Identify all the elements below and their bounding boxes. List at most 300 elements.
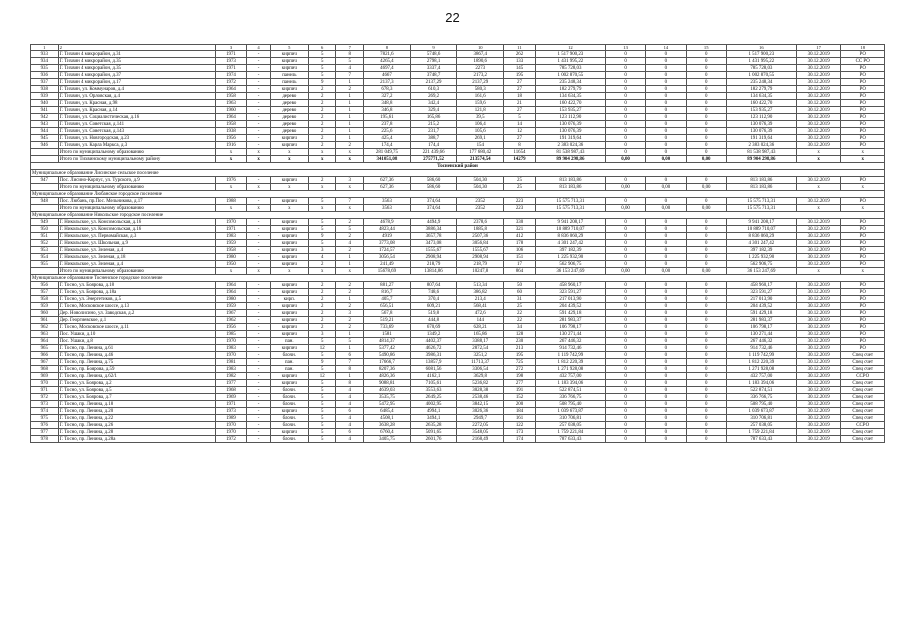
table-cell: 0 xyxy=(686,380,726,387)
table-cell: 2 xyxy=(336,219,364,226)
column-number-cell: 11 xyxy=(504,45,536,51)
table-cell: 0 xyxy=(686,345,726,352)
table-cell: 231,7 xyxy=(410,128,457,135)
table-cell: 968 xyxy=(31,366,59,373)
table-cell: 225,6 xyxy=(364,128,411,135)
table-cell: 30.12.2019 xyxy=(796,303,841,310)
table-cell: 5 xyxy=(308,226,336,233)
table-cell: 2173,2 xyxy=(457,72,504,79)
table-cell: 0 xyxy=(605,135,645,142)
table-cell: 3548,05 xyxy=(457,429,504,436)
table-cell: 8 836 060,29 xyxy=(535,233,605,240)
table-cell: 5 xyxy=(308,51,336,58)
table-cell: 2168,49 xyxy=(457,436,504,443)
table-cell: x xyxy=(247,205,270,212)
table-cell: 0 xyxy=(646,93,686,100)
table-cell: - xyxy=(247,128,270,135)
table-cell: 0 xyxy=(646,303,686,310)
table-cell: пан. xyxy=(270,366,308,373)
table-cell: 943 xyxy=(31,121,59,128)
table-cell: 8 xyxy=(336,366,364,373)
table-cell: x xyxy=(336,156,364,163)
table-cell: 586,60 xyxy=(410,177,457,184)
table-cell: 184 xyxy=(504,408,536,415)
table-cell: дерево xyxy=(270,93,308,100)
table-cell: РО xyxy=(841,310,885,317)
table-cell: 182 279,79 xyxy=(726,86,796,93)
table-cell: 2635,28 xyxy=(410,422,457,429)
table-cell: - xyxy=(247,359,270,366)
table-cell: 0 xyxy=(646,422,686,429)
table-cell: 123 112,90 xyxy=(726,114,796,121)
table-cell: 2908,94 xyxy=(457,254,504,261)
table-cell: 0 xyxy=(646,58,686,65)
table-cell: 281 983,37 xyxy=(535,317,605,324)
table-cell: 4 xyxy=(336,401,364,408)
table-cell: x xyxy=(247,184,270,191)
table-cell: 0 xyxy=(686,100,726,107)
table-cell: 0 xyxy=(605,254,645,261)
table-cell: - xyxy=(247,93,270,100)
table-cell: 22 xyxy=(504,310,536,317)
table-cell: 4 xyxy=(336,240,364,247)
table-cell: 0 xyxy=(646,51,686,58)
table-cell: 2378,6 xyxy=(457,219,504,226)
table-cell: 218,79 xyxy=(457,261,504,268)
table-cell: кирпич xyxy=(270,380,308,387)
table-cell: 0 xyxy=(605,51,645,58)
table-cell: 5490,86 xyxy=(364,352,411,359)
table-cell: 27 xyxy=(504,135,536,142)
table-cell: 432 757,00 xyxy=(535,373,605,380)
table-cell: 204 439,52 xyxy=(535,303,605,310)
table-cell: 13814,86 xyxy=(410,268,457,275)
table-cell: x xyxy=(270,149,308,156)
table-cell: - xyxy=(247,254,270,261)
table-cell: 458 960,17 xyxy=(535,282,605,289)
table-cell: 942 xyxy=(31,114,59,121)
table-cell: 0 xyxy=(646,436,686,443)
table-cell: 0 xyxy=(686,324,726,331)
table-cell: 813 183,86 xyxy=(726,177,796,184)
address-cell: Пос. Лисино-Корпус, ул. Турского, д.9 xyxy=(58,177,215,184)
table-cell: 1916 xyxy=(215,142,247,149)
table-cell: - xyxy=(247,289,270,296)
table-cell: РО xyxy=(841,296,885,303)
table-cell: 397 182,39 xyxy=(535,247,605,254)
table-cell: 0 xyxy=(605,401,645,408)
table-cell: - xyxy=(247,429,270,436)
table-cell: 1 183 394,06 xyxy=(535,380,605,387)
table-cell: 2 xyxy=(308,114,336,121)
table-cell: 973 xyxy=(31,401,59,408)
table-cell: Спец счет xyxy=(841,415,885,422)
table-cell: 4994,1 xyxy=(410,408,457,415)
table-cell: 2 xyxy=(336,303,364,310)
table-cell: 0 xyxy=(605,72,645,79)
table-cell: 0,00 xyxy=(646,156,686,163)
table-cell: 0 xyxy=(605,142,645,149)
table-cell: - xyxy=(247,177,270,184)
table-cell: 3056,54 xyxy=(364,254,411,261)
table-cell: 4826,36 xyxy=(364,373,411,380)
table-cell: 30.12.2019 xyxy=(796,93,841,100)
table-row xyxy=(31,303,885,310)
column-number-cell: 10 xyxy=(457,45,504,51)
table-cell: 374,64 xyxy=(410,198,457,205)
table-cell: кирпич xyxy=(270,86,308,93)
table-cell: x xyxy=(336,149,364,156)
table-cell: Спец счет xyxy=(841,352,885,359)
table-cell: x xyxy=(270,156,308,163)
table-cell: 591 429,18 xyxy=(726,310,796,317)
address-cell: Г. Тихвин, ул. Карла Маркса, д.3 xyxy=(58,142,215,149)
table-cell: 2872,54 xyxy=(457,345,504,352)
table-cell: 329,4 xyxy=(410,107,457,114)
address-cell: Г. Тихвин 4 микрорайон, д.31 xyxy=(58,51,215,58)
table-cell: панель xyxy=(270,72,308,79)
table-cell: 30.12.2019 xyxy=(796,247,841,254)
table-cell: 938 xyxy=(31,86,59,93)
table-cell: 1972 xyxy=(215,79,247,86)
table-cell: 914 732,46 xyxy=(535,345,605,352)
address-cell: Г. Никольское, ул. Школьная, д.9 xyxy=(58,240,215,247)
table-cell: кирпич xyxy=(270,233,308,240)
table-cell: - xyxy=(247,373,270,380)
table-cell: 25 xyxy=(504,184,536,191)
table-cell: 5 xyxy=(308,429,336,436)
table-cell: 444,8 xyxy=(410,317,457,324)
table-cell: x xyxy=(336,205,364,212)
table-cell: 2272,05 xyxy=(457,422,504,429)
table-cell: 939 xyxy=(31,93,59,100)
table-cell: 5 xyxy=(308,394,336,401)
table-cell: 277 xyxy=(504,380,536,387)
address-cell: Дер. Новолисино, ул. Заводская, д.2 xyxy=(58,310,215,317)
address-cell: Пос. Ушаки, д.10 xyxy=(58,331,215,338)
table-cell: дерево xyxy=(270,128,308,135)
table-cell: 0 xyxy=(686,331,726,338)
table-cell: РО xyxy=(841,303,885,310)
table-cell: кирпич xyxy=(270,282,308,289)
table-cell: 267 446,32 xyxy=(726,338,796,345)
table-cell: x xyxy=(796,156,841,163)
table-cell: 30.12.2019 xyxy=(796,324,841,331)
table-cell: 178 xyxy=(504,240,536,247)
table-cell: дерево xyxy=(270,121,308,128)
table-cell: 1349,2 xyxy=(410,331,457,338)
table-cell: 0 xyxy=(646,247,686,254)
address-cell: Г. Тосно, пр. Ленина, д.18 xyxy=(58,401,215,408)
table-cell: 213574,54 xyxy=(457,156,504,163)
table-cell: 1960 xyxy=(215,107,247,114)
table-cell: 323 591,27 xyxy=(726,289,796,296)
table-row xyxy=(31,394,885,401)
table-cell: дерево xyxy=(270,114,308,121)
table-cell: 522 874,51 xyxy=(535,387,605,394)
table-cell: 0 xyxy=(646,394,686,401)
table-cell: 0 xyxy=(686,366,726,373)
table-cell: 0 xyxy=(605,107,645,114)
table-cell: 1964 xyxy=(215,282,247,289)
table-cell: 1 431 995,22 xyxy=(726,58,796,65)
table-cell: кирпич xyxy=(270,429,308,436)
address-cell: Г. Тосно, ул. Боярова, д.18а xyxy=(58,289,215,296)
table-cell: 0 xyxy=(646,317,686,324)
table-row xyxy=(31,198,885,205)
table-cell: - xyxy=(247,366,270,373)
table-cell: 3867,4 xyxy=(457,51,504,58)
table-cell: 50 xyxy=(504,282,536,289)
table-cell: 81 538 987,43 xyxy=(535,149,605,156)
table-cell: 269,2 xyxy=(410,93,457,100)
address-cell: Итого по Тихвинскому муниципальному району xyxy=(58,156,215,163)
table-row xyxy=(31,324,885,331)
table-cell: 972 xyxy=(31,394,59,401)
table-cell: 1724,57 xyxy=(364,247,411,254)
table-cell: 0 xyxy=(646,415,686,422)
table-cell: кирпич xyxy=(270,226,308,233)
table-cell: 4 xyxy=(308,254,336,261)
table-cell: 969 xyxy=(31,373,59,380)
table-cell: x xyxy=(308,149,336,156)
table-cell: - xyxy=(247,317,270,324)
table-cell: 628,21 xyxy=(457,324,504,331)
table-row xyxy=(31,380,885,387)
table-row xyxy=(31,373,885,380)
table-cell: 0 xyxy=(605,303,645,310)
table-cell: 4919 xyxy=(364,233,411,240)
address-cell: Г. Тосно, пр. Боярова, д.59 xyxy=(58,366,215,373)
table-cell: 0 xyxy=(646,408,686,415)
table-cell: 30.12.2019 xyxy=(796,128,841,135)
table-cell: 1989 xyxy=(215,415,247,422)
table-cell: Спец счет xyxy=(841,394,885,401)
table-cell: 5 xyxy=(308,338,336,345)
table-cell: - xyxy=(247,387,270,394)
column-number-cell: 18 xyxy=(841,45,885,51)
table-cell: 215,2 xyxy=(410,121,457,128)
table-cell: 0 xyxy=(686,177,726,184)
column-number-cell: 8 xyxy=(364,45,411,51)
table-cell: 0 xyxy=(605,282,645,289)
table-cell: 106,4 xyxy=(457,121,504,128)
table-cell: 0 xyxy=(605,436,645,443)
table-cell: - xyxy=(247,135,270,142)
table-cell: 191 319,64 xyxy=(726,135,796,142)
table-cell: x xyxy=(308,184,336,191)
table-cell: 405,7 xyxy=(364,296,411,303)
table-cell: 10 889 710,07 xyxy=(535,226,605,233)
table-cell: 257 038,05 xyxy=(535,422,605,429)
table-cell: СС РО xyxy=(841,58,885,65)
table-cell: 200 xyxy=(504,401,536,408)
municipality-heading: Муниципальное образование Тосненское городское поселение xyxy=(31,275,885,282)
address-cell: Г. Тосно, пр. Ленина, д.62/1 xyxy=(58,373,215,380)
table-cell: 133 xyxy=(504,58,536,65)
total-row xyxy=(31,149,885,156)
table-cell: 0 xyxy=(605,373,645,380)
table-cell: 0 xyxy=(686,254,726,261)
table-cell: 568,41 xyxy=(457,303,504,310)
table-cell: x xyxy=(270,184,308,191)
table-row xyxy=(31,226,885,233)
table-cell: x xyxy=(247,149,270,156)
table-cell: 1959 xyxy=(215,240,247,247)
table-cell: 160 422,70 xyxy=(726,100,796,107)
address-cell: Г. Тихвин 4 микрорайон, д.37 xyxy=(58,72,215,79)
table-cell: 0 xyxy=(686,149,726,156)
table-cell: 1971 xyxy=(215,401,247,408)
table-cell: 0 xyxy=(646,100,686,107)
table-cell: 30.12.2019 xyxy=(796,177,841,184)
table-cell: 4508,1 xyxy=(364,415,411,422)
table-cell: кирпич xyxy=(270,135,308,142)
table-row xyxy=(31,310,885,317)
table-cell: 508 795,40 xyxy=(726,401,796,408)
table-cell: 0 xyxy=(646,373,686,380)
table-cell: Спец счет xyxy=(841,366,885,373)
table-cell: x xyxy=(796,268,841,275)
table-cell: 0 xyxy=(686,128,726,135)
table-cell: 257 038,05 xyxy=(726,422,796,429)
table-cell: 0 xyxy=(686,408,726,415)
table-cell: 5 xyxy=(504,114,536,121)
table-cell: 2507,36 xyxy=(457,233,504,240)
table-cell: 153 935,27 xyxy=(535,107,605,114)
table-cell: 2 xyxy=(308,142,336,149)
table-cell: блочн. xyxy=(270,387,308,394)
address-cell: Г. Тосно, Московское шоссе, д.13 xyxy=(58,303,215,310)
table-cell: 964 xyxy=(31,338,59,345)
table-cell: Спец счет xyxy=(841,429,885,436)
table-cell: 787 633,43 xyxy=(535,436,605,443)
table-cell: 165,86 xyxy=(410,114,457,121)
table-cell: 1983 xyxy=(215,366,247,373)
table-cell: 678,3 xyxy=(364,86,411,93)
table-cell: 130 076,39 xyxy=(726,121,796,128)
table-cell: 1972 xyxy=(215,436,247,443)
table-cell: 0 xyxy=(686,317,726,324)
table-cell: 0 xyxy=(686,261,726,268)
table-cell: 30.12.2019 xyxy=(796,219,841,226)
table-cell: 0 xyxy=(605,387,645,394)
table-cell: 30.12.2019 xyxy=(796,233,841,240)
table-cell: 0,00 xyxy=(646,268,686,275)
table-cell: 153 935,27 xyxy=(726,107,796,114)
table-cell: РО xyxy=(841,331,885,338)
table-cell: 0 xyxy=(646,254,686,261)
table-cell: 0 xyxy=(686,58,726,65)
address-cell: Г. Тосно, ул. Боярова, д.7 xyxy=(58,394,215,401)
table-cell: 813 183,86 xyxy=(535,184,605,191)
table-cell: - xyxy=(247,142,270,149)
table-cell: 30.12.2019 xyxy=(796,107,841,114)
address-cell: Г. Тосно, пр. Ленина, д.28 xyxy=(58,429,215,436)
table-cell: 2 xyxy=(336,317,364,324)
table-cell: 1967 xyxy=(215,310,247,317)
table-cell: - xyxy=(247,380,270,387)
table-cell: 0 xyxy=(605,114,645,121)
table-cell: РО xyxy=(841,121,885,128)
column-number-cell: 16 xyxy=(726,45,796,51)
table-cell: 4 xyxy=(336,387,364,394)
section-heading-row xyxy=(31,163,885,170)
table-cell: x xyxy=(841,149,885,156)
table-cell: 5 xyxy=(308,240,336,247)
table-cell: 914 732,46 xyxy=(726,345,796,352)
table-cell: 2 xyxy=(308,317,336,324)
table-cell: 5377,42 xyxy=(364,345,411,352)
table-cell: 2538,46 xyxy=(457,394,504,401)
table-cell: 15 575 713,31 xyxy=(726,198,796,205)
table-cell: 134 634,35 xyxy=(726,93,796,100)
table-cell: 4667 xyxy=(364,72,411,79)
table-row xyxy=(31,345,885,352)
table-cell: 241,49 xyxy=(364,261,411,268)
table-cell: 0 xyxy=(646,387,686,394)
table-row xyxy=(31,58,885,65)
table-cell: 1938 xyxy=(215,128,247,135)
table-cell: - xyxy=(247,65,270,72)
table-cell: 1885,8 xyxy=(457,226,504,233)
table-cell: 25 xyxy=(504,177,536,184)
table-cell: кирпич xyxy=(270,373,308,380)
table-cell: 217 013,90 xyxy=(726,296,796,303)
table-cell: 0 xyxy=(686,135,726,142)
table-cell: 182 279,79 xyxy=(535,86,605,93)
table-cell: 2 xyxy=(336,86,364,93)
table-cell: x xyxy=(308,156,336,163)
table-cell: 30.12.2019 xyxy=(796,422,841,429)
table-cell: 567,8 xyxy=(364,310,411,317)
table-cell: 562 906,75 xyxy=(535,261,605,268)
table-cell: - xyxy=(247,114,270,121)
table-cell: 2 xyxy=(308,261,336,268)
table-cell: 30.12.2019 xyxy=(796,317,841,324)
table-cell: 864 xyxy=(504,268,536,275)
table-cell: РО xyxy=(841,226,885,233)
table-cell: 1 759 221,84 xyxy=(535,429,605,436)
table-cell: 591 429,18 xyxy=(535,310,605,317)
table-cell: 1 xyxy=(336,128,364,135)
table-cell: кирпич xyxy=(270,254,308,261)
table-cell: 6 xyxy=(336,352,364,359)
table-cell: 1958 xyxy=(215,121,247,128)
table-cell: 0 xyxy=(646,296,686,303)
address-cell: Г. Тосно, Московское шоссе, д.11 xyxy=(58,324,215,331)
municipality-heading: Муниципальное образование Любанское городское поселение xyxy=(31,191,885,198)
table-cell: 813 183,86 xyxy=(535,177,605,184)
total-row xyxy=(31,205,885,212)
table-cell: 346,8 xyxy=(364,107,411,114)
table-cell: 223 xyxy=(504,198,536,205)
table-cell: 5 xyxy=(308,387,336,394)
table-cell: 2 xyxy=(336,289,364,296)
table-cell: РО xyxy=(841,261,885,268)
table-cell: 36 153 247,69 xyxy=(726,268,796,275)
table-cell: 1980 xyxy=(215,296,247,303)
table-row xyxy=(31,401,885,408)
table-cell: 25 xyxy=(504,303,536,310)
table-cell: x xyxy=(841,184,885,191)
table-cell: x xyxy=(308,268,336,275)
table-cell: 9088,81 xyxy=(364,380,411,387)
table-cell: 3748,7 xyxy=(410,72,457,79)
table-cell: - xyxy=(247,422,270,429)
table-cell: 4265,4 xyxy=(364,58,411,65)
address-cell: Пос. Ушаки, д.8 xyxy=(58,338,215,345)
